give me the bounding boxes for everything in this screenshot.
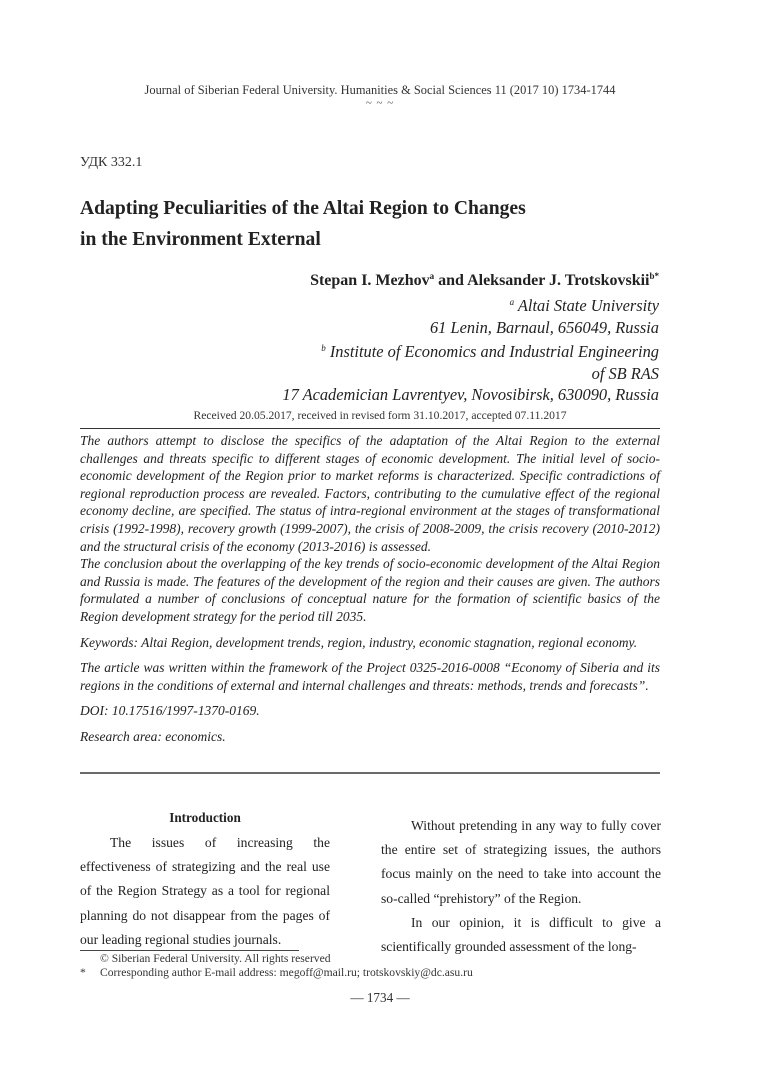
udc-code: УДК 332.1 [80, 155, 143, 170]
affiliation-text: Institute of Economics and Industrial Engineering [329, 342, 659, 361]
body-paragraph: Without pretending in any way to fully cover the entire set of strategizing issues, the authors focus mainly on the need to take into account the so-called “prehistory” of the Region. [381, 818, 661, 906]
author-connector: and [434, 272, 468, 289]
body-paragraph: The issues of increasing the effectiveness of strategizing and the real use of the Region Strategy as a tool for regional planning do not disappear from the pages of our leading regional studies journals. [80, 835, 330, 947]
funding-note: The article was written within the framework of the Project 0325-2016-0008 “Economy of Siberia and its regions in the conditions of external and internal challenges and threats: methods, trends and forecasts”. [80, 660, 660, 693]
abstract-bottom-rule [80, 772, 660, 774]
title-line-1: Adapting Peculiarities of the Altai Region to Changes [80, 198, 526, 219]
abstract-top-rule [80, 428, 660, 429]
footnotes [80, 952, 473, 980]
body-column-right [381, 808, 661, 959]
research-area: Research area: economics. [80, 728, 226, 744]
footnote-copyright [80, 952, 473, 966]
page-number: — 1734 — [350, 990, 410, 1005]
footnote-corresponding-author [80, 966, 473, 980]
footnote-text: Corresponding author E-mail address: megoff@mail.ru; trotskovskiy@dc.asu.ru [100, 966, 473, 979]
affiliation-sup: b [321, 343, 326, 353]
affiliation-line [99, 338, 659, 363]
footnote-rule [80, 950, 299, 951]
affiliation-line [99, 292, 659, 317]
section-heading-introduction: Introduction [169, 810, 241, 825]
keywords: Keywords: Altai Region, development trends, region, industry, economic stagnation, regional economy. [80, 634, 638, 650]
doi: DOI: 10.17516/1997-1370-0169. [80, 703, 260, 719]
header-separator: ~ ~ ~ [365, 97, 395, 109]
abstract-paragraph-1: The authors attempt to disclose the specifics of the adaptation of the Altai Region to the external challenges and threats specific to different stages of economic development. The initial level of socio-economic development of the Region prior to market reforms is characterized. Specific contradictions of regional reproduction process are revealed. Factors, contributing to the cumulative effect of the regional economy decline, are specified. The status of intra-regional environment at the stages of transformational crisis (1992-1998), recovery growth (1999-2007), the crisis of 2008-2009, the crisis recovery (2010-2012) and the structural crisis of the economy (2013-2016) is assessed. [80, 433, 660, 554]
affiliation-sup: a [509, 297, 515, 307]
affiliation-text: of SB RAS [591, 363, 659, 383]
journal-running-header: Journal of Siberian Federal University. Humanities & Social Sciences 11 (2017 10) 1734-1744 [144, 83, 616, 97]
author-1-name: Stepan I. Mezhov [310, 272, 430, 289]
affiliation-text: 17 Academician Lavrentyev, Novosibirsk, 630090, Russia [282, 385, 659, 404]
abstract-paragraph-2: The conclusion about the overlapping of the key trends of socio-economic development of the Altai Region and Russia is made. The features of the development of the region and their causes are given. The authors formulated a number of conclusions of conceptual nature for the formation of scientific basics of the Region development strategy for the period till 2035. [80, 556, 660, 624]
author-names [99, 265, 659, 292]
received-dates: Received 20.05.2017, received in revised form 31.10.2017, accepted 07.11.2017 [193, 409, 567, 422]
affiliation-line [99, 317, 659, 339]
affiliation-line [99, 363, 659, 385]
body-paragraph: In our opinion, it is difficult to give a scientifically grounded assessment of the long- [381, 914, 661, 955]
abstract-block [80, 432, 660, 746]
body-column-left [80, 808, 330, 952]
title-line-2: in the Environment External [80, 229, 321, 250]
footnote-mark: * [80, 966, 86, 979]
author-1-sup: a [429, 271, 435, 281]
article-title [80, 193, 600, 255]
affiliation-text: 61 Lenin, Barnaul, 656049, Russia [429, 317, 659, 337]
author-2-sup: b* [649, 271, 659, 281]
authors-block [99, 265, 659, 406]
footnote-text: © Siberian Federal University. All rights reserved [100, 952, 331, 965]
author-2-name: Aleksander J. Trotskovskii [467, 272, 650, 289]
affiliation-text: Altai State University [517, 296, 659, 315]
affiliation-line [99, 384, 659, 406]
